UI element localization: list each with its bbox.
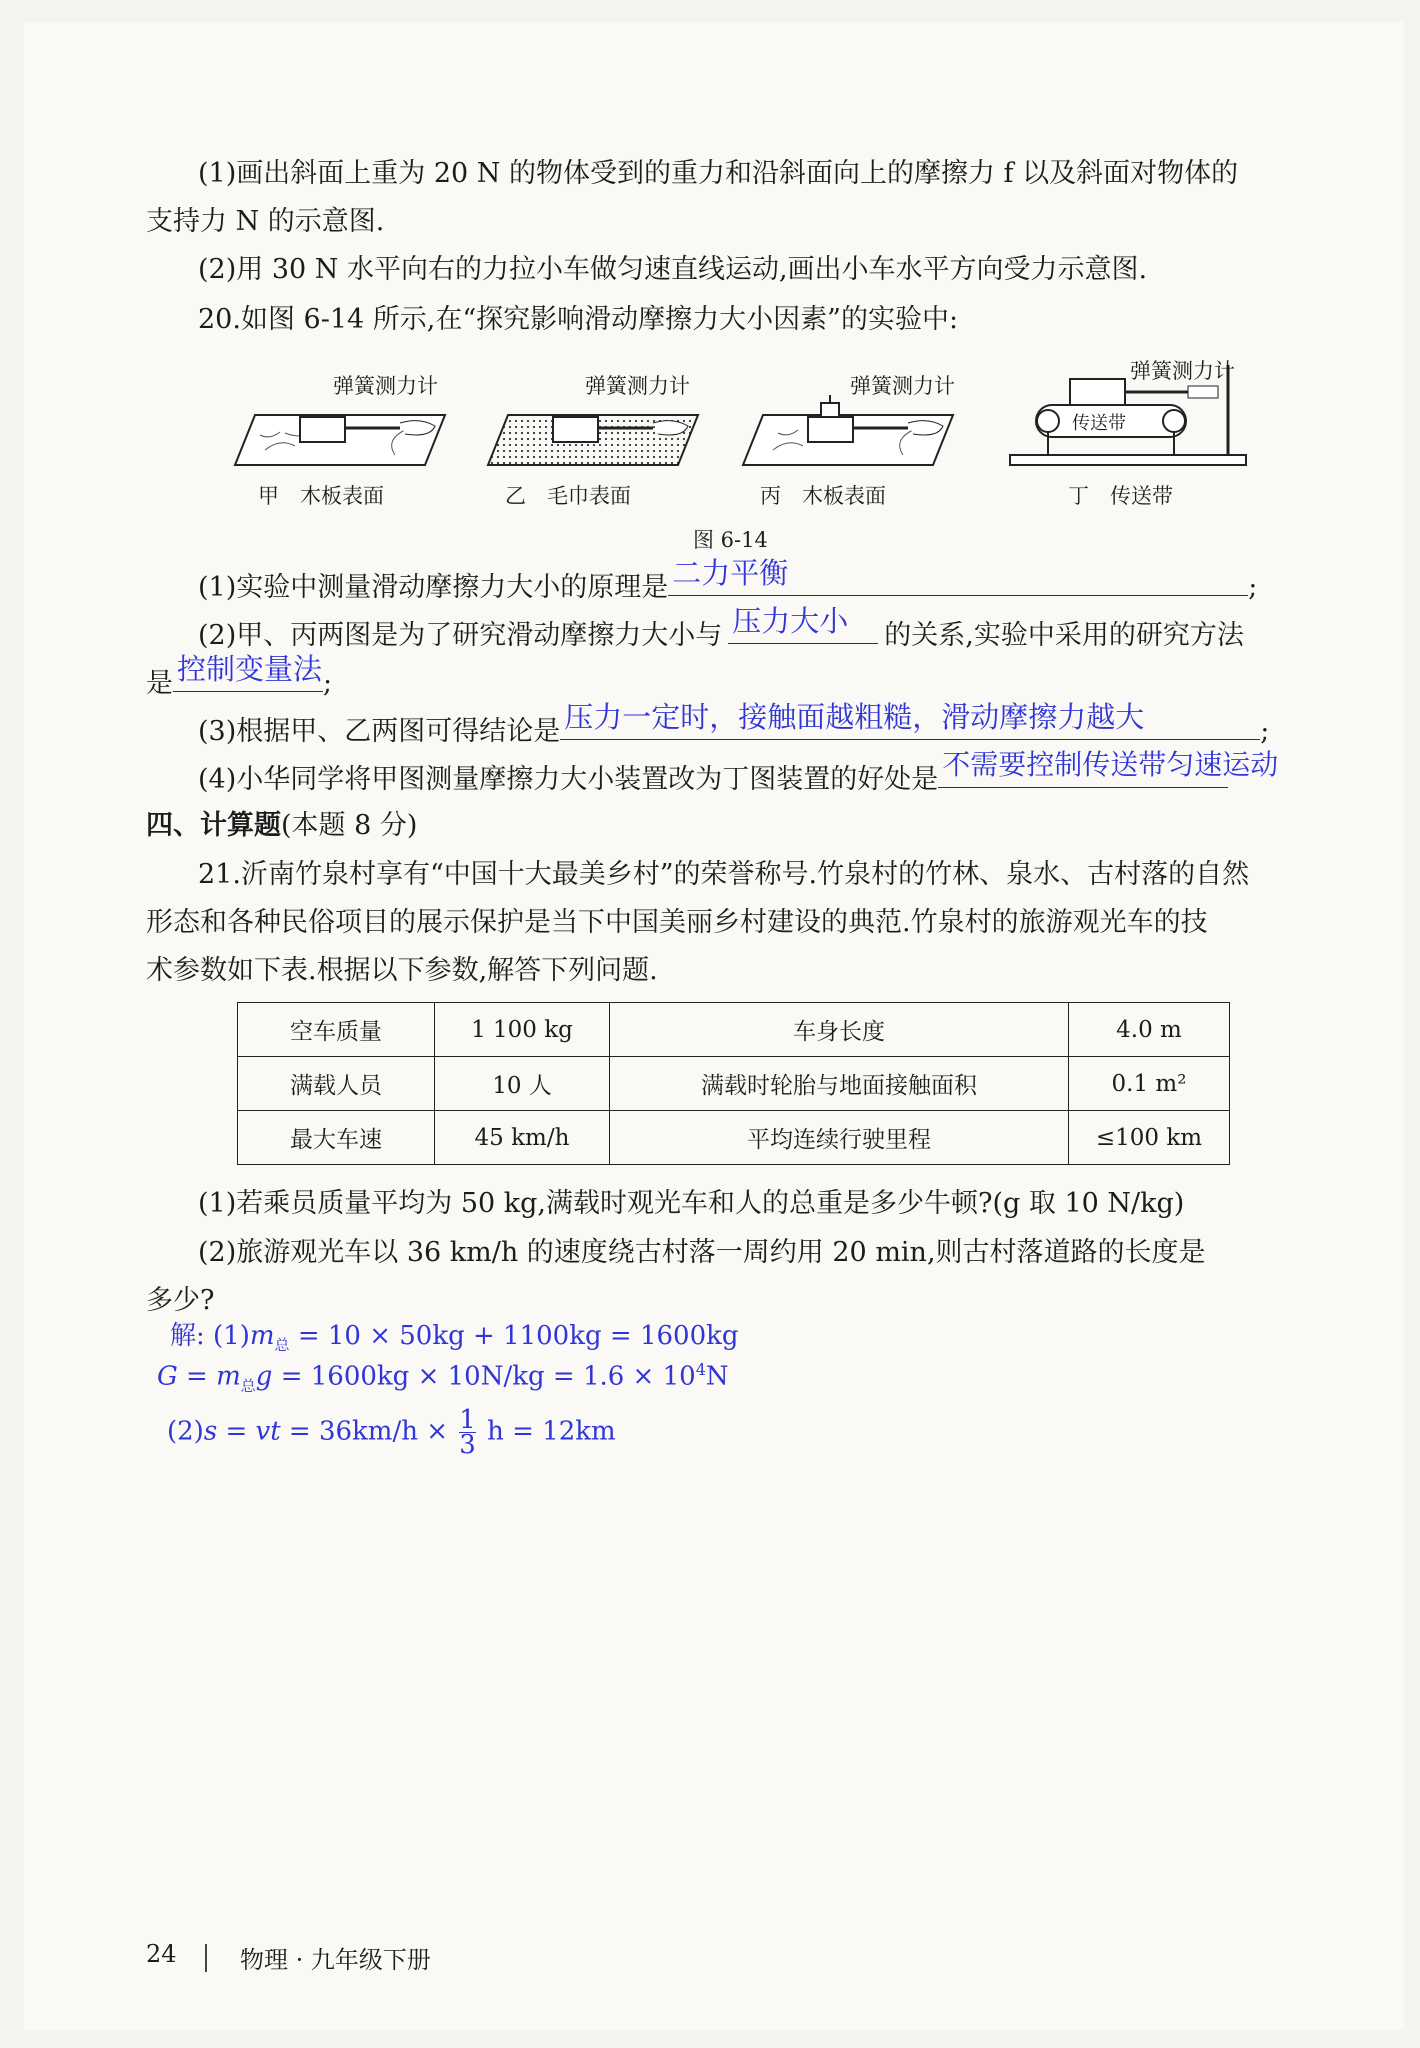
q20-part2-line1: (2)甲、丙两图是为了研究滑动摩擦力大小与 压力大小 的关系,实验中采用的研究方法 [198, 613, 1244, 656]
belt-label: 传送带 [1072, 413, 1126, 434]
solution-line3: (2)s = vt = 36km/h × $\frac{1}{3}$ h = 12km [167, 1405, 616, 1460]
figure-caption: 图 6-14 [693, 528, 768, 552]
answer-q20-4: 不需要控制传送带匀速运动 [942, 748, 1279, 781]
q19-part1-line2: 支持力 N 的示意图. [146, 206, 385, 237]
table-row: 满载人员 10 人 满载时轮胎与地面接触面积 0.1 m² [238, 1057, 1230, 1111]
figure-panel-jia [225, 395, 455, 475]
answer-q20-2b: 控制变量法 [177, 652, 323, 686]
book-title: 物理 · 九年级下册 [240, 1946, 431, 1974]
q20-part4: (4)小华同学将甲图测量摩擦力大小装置改为丁图装置的好处是 不需要控制传送带匀速运动 [198, 757, 1228, 800]
panel-label-ding: 丁 传送带 [1068, 484, 1173, 508]
q20-part3: (3)根据甲、乙两图可得结论是 压力一定时，接触面越粗糙，滑动摩擦力越大 ; [198, 709, 1269, 752]
answer-q20-3: 压力一定时，接触面越粗糙，滑动摩擦力越大 [564, 700, 1145, 734]
spring-meter-label: 弹簧测力计 [333, 374, 438, 398]
answer-q20-2a: 压力大小 [732, 604, 849, 638]
spring-meter-label: 弹簧测力计 [1130, 359, 1235, 383]
q21-stem-line1: 21.沂南竹泉村享有“中国十大最美乡村”的荣誉称号.竹泉村的竹林、泉水、古村落的自然 [198, 859, 1250, 890]
solution-line1: 解: $(1)m_总 = 10 \times 50kg + 1100kg = 1600kg$ [170, 1321, 739, 1355]
q21-stem-line2: 形态和各种民俗项目的展示保护是当下中国美丽乡村建设的典范.竹泉村的旅游观光车的技 [146, 907, 1208, 938]
q21-part2-line2: 多少? [146, 1285, 215, 1316]
q20-part2-line2: 是 控制变量法 ; [146, 661, 332, 704]
q20-part1: (1)实验中测量滑动摩擦力大小的原理是 二力平衡 ; [198, 565, 1257, 608]
q19-part1-line1: (1)画出斜面上重为 20 N 的物体受到的重力和沿斜面向上的摩擦力 f 以及斜面对物体的 [198, 158, 1239, 189]
solution-line2: $G = m_总g = 1600kg \times 10N/kg = 1.6 \times 10^4N$ [157, 1360, 729, 1395]
parameter-table [237, 1002, 1230, 1165]
figure-panel-yi [478, 395, 708, 475]
spring-meter-label: 弹簧测力计 [585, 374, 690, 398]
footer-divider [205, 1944, 207, 1972]
q20-stem: 20.如图 6-14 所示,在“探究影响滑动摩擦力大小因素”的实验中: [198, 304, 959, 335]
table-row: 空车质量 1 100 kg 车身长度 4.0 m [238, 1003, 1230, 1057]
figure-6-14 [0, 355, 1420, 535]
page-number: 24 [146, 1940, 177, 1968]
table-row: 最大车速 45 km/h 平均连续行驶里程 ≤100 km [238, 1111, 1230, 1165]
panel-label-jia: 甲 木板表面 [258, 484, 384, 508]
q21-part2-line1: (2)旅游观光车以 36 km/h 的速度绕古村落一周约用 20 min,则古村落道路的长度是 [198, 1237, 1206, 1268]
q21-stem-line3: 术参数如下表.根据以下参数,解答下列问题. [146, 955, 658, 986]
panel-label-bing: 丙 木板表面 [760, 484, 886, 508]
panel-label-yi: 乙 毛巾表面 [505, 484, 631, 508]
q19-part2: (2)用 30 N 水平向右的力拉小车做匀速直线运动,画出小车水平方向受力示意图. [198, 254, 1148, 285]
spring-meter-label: 弹簧测力计 [850, 374, 955, 398]
answer-q20-1: 二力平衡 [672, 556, 789, 590]
section-heading: 四、计算题(本题 8 分) [146, 810, 418, 841]
q21-part1: (1)若乘员质量平均为 50 kg,满载时观光车和人的总重是多少牛顿?(g 取 10 N/kg) [198, 1188, 1185, 1219]
